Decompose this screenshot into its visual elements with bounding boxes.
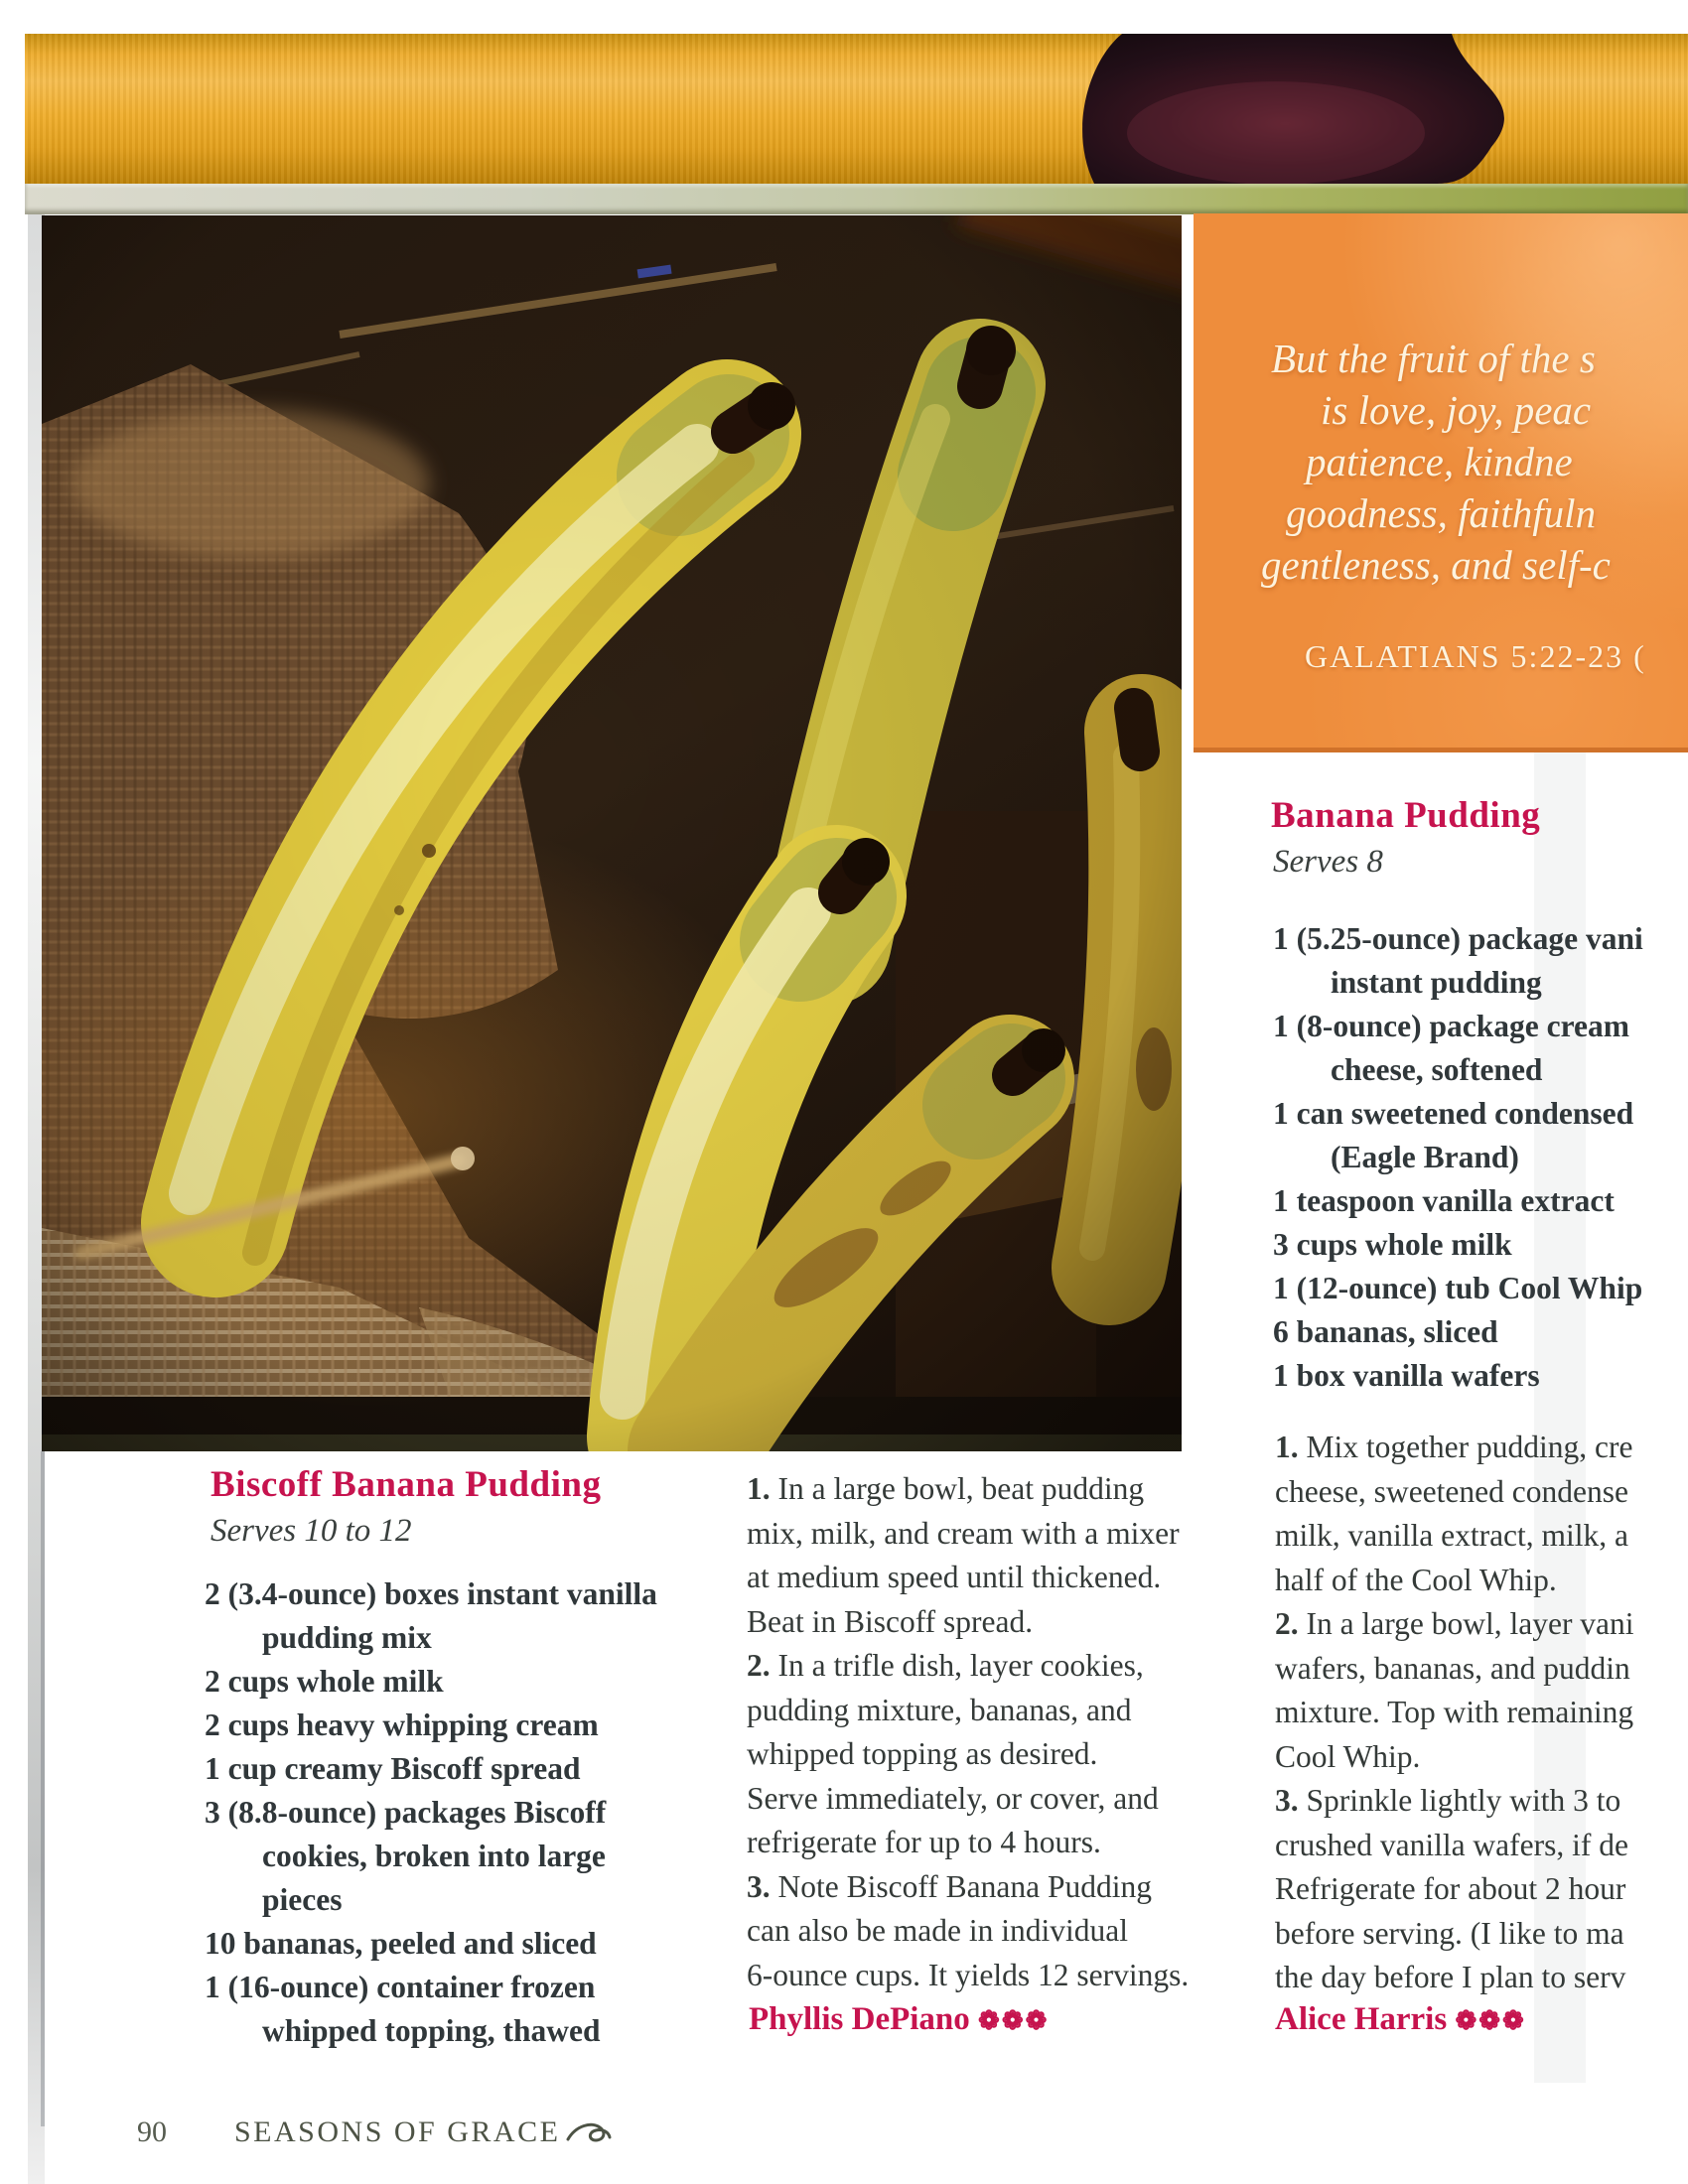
step-text: Refrigerate for about 2 hour	[1275, 1871, 1626, 1906]
step-text: In a large bowl, layer vani	[1298, 1606, 1634, 1641]
step-line	[1275, 1559, 1634, 1603]
footer-brand	[234, 2116, 612, 2149]
step-line	[747, 1689, 1189, 1733]
banana-photo-illustration	[42, 215, 1182, 1451]
step-line	[747, 1467, 1189, 1512]
ornament-dingbats-icon: ❁❁❁	[978, 2006, 1050, 2035]
attribution-name: Alice Harris	[1275, 2001, 1448, 2037]
banner-bottom-strip	[25, 184, 1688, 214]
steps-biscoff	[747, 1467, 1189, 1997]
step-text: before serving. (I like to ma	[1275, 1915, 1624, 1951]
step-text: can also be made in individual	[747, 1913, 1129, 1948]
scan-gutter-line	[41, 1451, 45, 2126]
step-text: Cool Whip.	[1275, 1738, 1421, 1774]
step-number: 3.	[747, 1868, 771, 1904]
ingredient-line: 1 (16-ounce) container frozen	[205, 1970, 596, 2004]
ingredient-line: 3 cups whole milk	[1273, 1227, 1512, 1262]
step-number: 2.	[1275, 1606, 1299, 1641]
step-text: mixture. Top with remaining	[1275, 1695, 1634, 1729]
swirl-ornament-icon	[566, 2119, 612, 2145]
verse-text	[1194, 333, 1611, 591]
step-text: In a trifle dish, layer cookies,	[770, 1648, 1144, 1683]
steps-banana-pudding	[1275, 1426, 1634, 2000]
step-text: wafers, bananas, and puddin	[1275, 1650, 1630, 1686]
step-line	[1275, 1912, 1634, 1957]
ingredient-line: whipped topping, thawed	[262, 2013, 601, 2048]
step-line	[747, 1777, 1189, 1822]
step-number: 3.	[1275, 1783, 1299, 1818]
verse-line: gentleness, and self-c	[1261, 542, 1611, 588]
step-line	[1275, 1824, 1634, 1868]
step-line	[747, 1954, 1189, 1998]
ingredient-line: 1 (8-ounce) package cream	[1273, 1009, 1629, 1043]
ingredient-line: 1 (12-ounce) tub Cool Whip	[1273, 1271, 1643, 1305]
serves-biscoff: Serves 10 to 12	[211, 1513, 412, 1549]
ingredient-line: 2 cups whole milk	[205, 1664, 444, 1699]
step-line	[747, 1865, 1189, 1910]
ingredient-line: (Eagle Brand)	[1331, 1140, 1519, 1174]
step-text: at medium speed until thickened.	[747, 1560, 1162, 1594]
ingredient-line: cookies, broken into large	[262, 1839, 606, 1873]
page-number: 90	[137, 2116, 167, 2148]
ingredient-line: instant pudding	[1331, 965, 1542, 1000]
step-text: half of the Cool Whip.	[1275, 1562, 1557, 1597]
step-number: 2.	[747, 1648, 771, 1683]
ingredient-line: 1 can sweetened condensed	[1273, 1096, 1634, 1131]
ingredient-line: 3 (8.8-ounce) packages Biscoff	[205, 1795, 607, 1830]
banana-photo	[42, 215, 1182, 1451]
attribution-phyllis-depiano	[749, 2001, 1049, 2038]
step-line	[1275, 1779, 1634, 1824]
ingredients-biscoff	[205, 1572, 657, 2053]
step-text: the day before I plan to serv	[1275, 1960, 1626, 1994]
verse-line: But the fruit of the s	[1271, 336, 1596, 381]
step-line	[747, 1600, 1189, 1645]
ingredient-line: 1 box vanilla wafers	[1273, 1358, 1540, 1393]
ingredients-banana-pudding	[1273, 917, 1643, 1398]
step-line	[747, 1909, 1189, 1954]
ingredient-line: 2 cups heavy whipping cream	[205, 1707, 599, 1742]
banner-dark-silhouette-shape	[1023, 34, 1539, 184]
step-line	[1275, 1514, 1634, 1559]
step-text: pudding mixture, bananas, and	[747, 1692, 1132, 1727]
ornament-dingbats-icon: ❁❁❁	[1455, 2006, 1526, 2035]
step-line	[1275, 1602, 1634, 1647]
attribution-name: Phyllis DePiano	[749, 2001, 970, 2037]
step-line	[747, 1644, 1189, 1689]
ingredient-line: 1 (5.25-ounce) package vani	[1273, 921, 1643, 956]
step-line	[747, 1556, 1189, 1600]
ingredient-line: 2 (3.4-ounce) boxes instant vanilla	[205, 1576, 657, 1611]
ingredient-line: 10 bananas, peeled and sliced	[205, 1926, 597, 1961]
footer-brand-text: SEASONS OF GRACE	[234, 2116, 561, 2148]
ingredient-line: 6 bananas, sliced	[1273, 1314, 1498, 1349]
step-number: 1.	[1275, 1430, 1299, 1464]
step-line	[1275, 1956, 1634, 2000]
step-text: In a large bowl, beat pudding	[770, 1471, 1145, 1506]
step-line	[1275, 1470, 1634, 1515]
attribution-alice-harris	[1275, 2001, 1526, 2038]
step-text: Note Biscoff Banana Pudding	[770, 1868, 1152, 1904]
step-text: Beat in Biscoff spread.	[747, 1603, 1034, 1639]
step-text: Mix together pudding, cre	[1298, 1430, 1633, 1464]
top-banner	[25, 34, 1688, 214]
step-text: mix, milk, and cream with a mixer	[747, 1515, 1180, 1551]
step-text: cheese, sweetened condense	[1275, 1473, 1628, 1509]
step-line	[747, 1821, 1189, 1865]
step-line	[747, 1732, 1189, 1777]
ingredient-line: cheese, softened	[1331, 1052, 1543, 1087]
step-text: milk, vanilla extract, milk, a	[1275, 1518, 1629, 1553]
ingredient-line: 1 teaspoon vanilla extract	[1273, 1183, 1615, 1218]
step-number: 1.	[747, 1471, 771, 1506]
step-line	[747, 1512, 1189, 1557]
step-line	[1275, 1426, 1634, 1470]
step-line	[1275, 1867, 1634, 1912]
step-line	[1275, 1691, 1634, 1735]
step-text: refrigerate for up to 4 hours.	[747, 1825, 1101, 1859]
ingredient-line: 1 cup creamy Biscoff spread	[205, 1751, 581, 1786]
step-text: whipped topping as desired.	[747, 1736, 1098, 1771]
recipe-title-banana-pudding: Banana Pudding	[1271, 795, 1541, 836]
step-text: Sprinkle lightly with 3 to	[1298, 1783, 1621, 1818]
step-text: crushed vanilla wafers, if de	[1275, 1827, 1628, 1862]
step-line	[1275, 1735, 1634, 1780]
step-line	[1275, 1647, 1634, 1692]
verse-box	[1194, 213, 1688, 752]
verse-reference: GALATIANS 5:22-23 (	[1305, 638, 1646, 674]
verse-line: goodness, faithfuln	[1286, 490, 1597, 536]
ingredient-line: pudding mix	[262, 1620, 432, 1655]
recipe-title-biscoff-banana-pudding: Biscoff Banana Pudding	[211, 1464, 602, 1505]
ingredient-line: pieces	[262, 1882, 343, 1917]
step-text: 6-ounce cups. It yields 12 servings.	[747, 1957, 1190, 1992]
verse-line: patience, kindne	[1306, 439, 1573, 484]
verse-line: is love, joy, peac	[1321, 387, 1592, 433]
serves-banana-pudding: Serves 8	[1273, 844, 1383, 880]
step-text: Serve immediately, or cover, and	[747, 1780, 1159, 1816]
